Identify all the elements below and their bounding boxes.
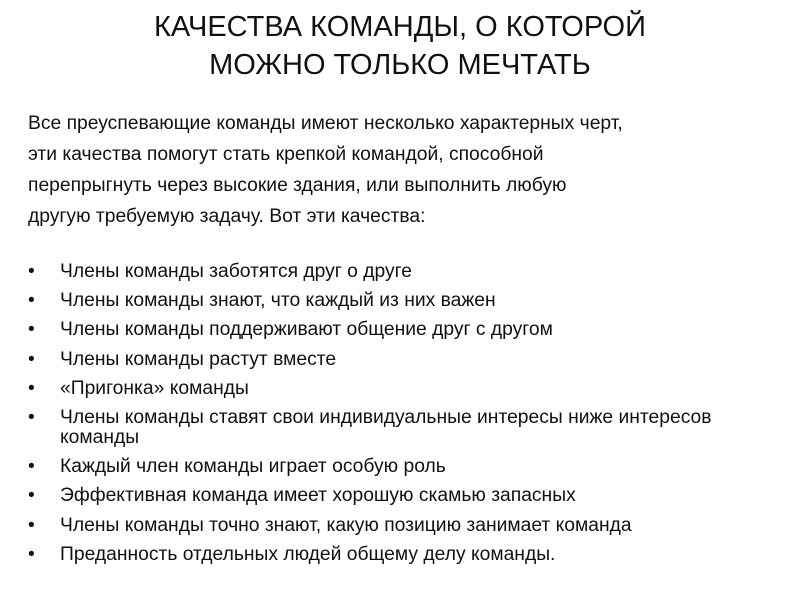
intro-paragraph	[28, 108, 793, 232]
list-item	[28, 457, 793, 477]
list-item-text: Члены команды заботятся друг о друге	[60, 261, 412, 282]
bullet-icon: •	[28, 514, 35, 536]
list-item-text: Члены команды ставят свои индивидуальные интересы ниже интересов команды	[60, 406, 712, 448]
qualities-list	[28, 262, 793, 574]
intro-line-3: перепрыгнуть через высокие здания, или выполнить любую	[28, 175, 567, 196]
list-item	[28, 516, 793, 536]
list-item	[28, 350, 793, 370]
intro-line-4: другую требуемую задачу. Вот эти качества:	[28, 206, 426, 227]
list-item-text: Члены команды поддерживают общение друг с другом	[60, 319, 553, 341]
list-item	[28, 320, 793, 340]
bullet-icon: •	[28, 348, 35, 370]
slide-title-line-2: МОЖНО ТОЛЬКО МЕЧТАТЬ	[209, 49, 591, 81]
list-item-text: Преданность отдельных людей общему делу команды.	[60, 543, 556, 565]
list-item-text: Эффективная команда имеет хорошую скамью запасных	[60, 485, 576, 507]
bullet-icon: •	[28, 319, 35, 341]
list-item	[28, 545, 793, 565]
bullet-icon: •	[28, 290, 35, 312]
bullet-icon: •	[28, 377, 35, 399]
list-item	[28, 379, 793, 399]
list-item	[28, 486, 793, 506]
bullet-icon: •	[28, 406, 35, 428]
list-item-text: Члены команды растут вместе	[60, 348, 337, 370]
slide-title-line-1: КАЧЕСТВА КОМАНДЫ, О КОТОРОЙ	[154, 11, 646, 43]
list-item-text: «Пригонка» команды	[60, 377, 249, 399]
bullet-icon: •	[28, 485, 35, 507]
slide-title	[0, 8, 800, 84]
list-item	[28, 291, 793, 311]
list-item	[28, 262, 793, 282]
bullet-icon: •	[28, 543, 35, 565]
intro-line-2: эти качества помогут стать крепкой командой, способной	[28, 144, 544, 165]
list-item	[28, 408, 793, 448]
list-item-text: Члены команды знают, что каждый из них важен	[60, 290, 496, 312]
list-item-text: Каждый член команды играет особую роль	[60, 456, 446, 478]
bullet-icon: •	[28, 456, 35, 478]
bullet-icon: •	[28, 261, 35, 282]
intro-line-1: Все преуспевающие команды имеют несколько характерных черт,	[28, 113, 623, 134]
list-item-text: Члены команды точно знают, какую позицию занимает команда	[60, 514, 632, 536]
